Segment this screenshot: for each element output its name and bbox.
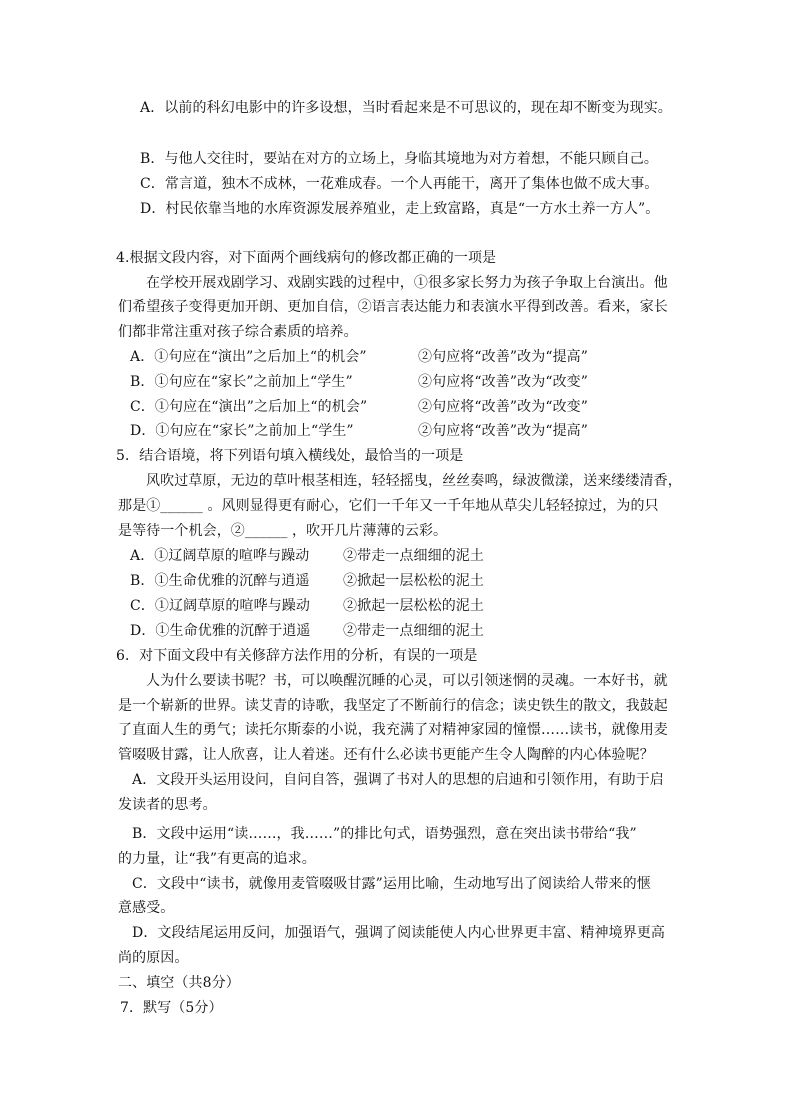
q6-passage-line: 了直面人生的勇气；读托尔斯泰的小说，我充满了对精神家园的憧憬……读书，就像用麦: [118, 722, 668, 738]
q6-passage-line: 人为什么要读书呢？书，可以唤醒沉睡的心灵，可以引领迷惘的灵魂。一本好书，就: [146, 673, 668, 689]
q6-stem: 6．对下面文段中有关修辞方法作用的分析，有误的一项是: [116, 648, 478, 664]
q5-passage-line: 那是①______ 。风则显得更有耐心，它们一千年又一千年地从草尖儿轻轻掠过，为的只: [118, 498, 659, 514]
q4-stem: 4.根据文段内容，对下面两个画线病句的修改都正确的一项是: [116, 250, 497, 266]
q4-option-d-part1: D．①句应在“家长”之前加上“学生”: [130, 423, 354, 439]
q6-option-d-line1: D．文段结尾运用反问，加强语气，强调了阅读能使人内心世界更丰富、精神境界更高: [132, 925, 666, 941]
q4-option-d-part2: ②句应将“改善”改为“提高”: [418, 423, 589, 439]
q4-passage-line: 在学校开展戏剧学习、戏剧实践的过程中，①很多家长努力为孩子争取上台演出。他: [146, 275, 668, 291]
q4-option-c-part1: C．①句应在“演出”之后加上“的机会”: [130, 399, 368, 415]
q5-option-d-part1: D．①生命优雅的沉醉于逍遥: [130, 623, 311, 639]
q4-option-a-part2: ②句应将“改善”改为“提高”: [418, 349, 589, 365]
q4-option-b-part2: ②句应将“改善”改为“改变”: [418, 374, 589, 390]
q5-option-d-part2: ②带走一点细细的泥土: [343, 623, 484, 639]
q6-passage-line: 是一个崭新的世界。读艾青的诗歌，我坚定了不断前行的信念；读史铁生的散文，我鼓起: [118, 698, 668, 714]
q4-option-c-part2: ②句应将“改善”改为“改变”: [418, 399, 589, 415]
q5-option-c-part2: ②掀起一层松松的泥土: [343, 598, 484, 614]
q7-heading: 7．默写（5分）: [120, 1000, 223, 1016]
q5-option-b-part2: ②掀起一层松松的泥土: [343, 573, 484, 589]
q6-option-b-line2: 的力量，让“我”有更高的追求。: [118, 851, 316, 867]
q4-option-c: [130, 397, 367, 417]
q6-passage-line: 管啜吸甘露，让人欣喜，让人着迷。还有什么必读书更能产生令人陶醉的内心体验呢？: [118, 747, 654, 763]
q5-passage-line: 风吹过草原，无边的草叶根茎相连，轻轻摇曳，丝丝奏鸣，绿波微漾，送来缕缕清香，: [146, 473, 682, 489]
section-heading: 二、填空（共8分）: [118, 975, 240, 991]
q5-option-a-part1: A．①辽阔草原的喧哗与躁动: [130, 548, 310, 564]
q5-option-a-part2: ②带走一点细细的泥土: [343, 548, 484, 564]
q6-option-b-line1: B．文段中运用“读……，我……”的排比句式，语势强烈，意在突出读书带给“我”: [132, 826, 637, 842]
q4-option-a-part1: A．①句应在“演出”之后加上“的机会”: [130, 349, 367, 365]
q4-passage-line: 们都非常注重对孩子综合素质的培养。: [118, 324, 358, 340]
q4-option-b: [130, 372, 353, 392]
q6-option-a-line2: 发读者的思考。: [118, 797, 217, 813]
q4-passage-line: 们希望孩子变得更加开朗、更加自信，②语言表达能力和表演水平得到改善。看来，家长: [118, 299, 668, 315]
q3-option-c: C．常言道，独木不成林，一花难成春。一个人再能干，离开了集体也做不成大事。: [140, 176, 659, 192]
q6-option-c-line2: 意感受。: [118, 900, 175, 916]
q5-option-b-part1: B．①生命优雅的沉醉与逍遥: [130, 573, 310, 589]
q6-option-d-line2: 尚的原因。: [118, 950, 189, 966]
q5-stem: 5．结合语境，将下列语句填入横线处，最恰当的一项是: [116, 448, 464, 464]
q4-option-a: [130, 347, 367, 367]
q5-passage-line: 是等待一个机会，②______ ，吹开几片薄薄的云彩。: [118, 523, 448, 539]
q3-option-d: D．村民依靠当地的水库资源发展养殖业，走上致富路，真是“一方水土养一方人”。: [140, 201, 660, 217]
q4-option-d: [130, 421, 354, 441]
q5-option-c-part1: C．①辽阔草原的喧哗与躁动: [130, 598, 311, 614]
q6-option-c-line1: C．文段中“读书，就像用麦管啜吸甘露”运用比喻，生动地写出了阅读给人带来的惬: [132, 876, 651, 892]
q6-option-a-line1: A．文段开头运用设问，自问自答，强调了书对人的思想的启迪和引领作用，有助于启: [132, 772, 664, 788]
q3-option-b: B．与他人交往时，要站在对方的立场上，身临其境地为对方着想，不能只顾自己。: [140, 151, 658, 167]
q3-option-a: A．以前的科幻电影中的许多设想，当时看起来是不可思议的，现在却不断变为现实。: [140, 100, 672, 116]
q4-option-b-part1: B．①句应在“家长”之前加上“学生”: [130, 374, 353, 390]
